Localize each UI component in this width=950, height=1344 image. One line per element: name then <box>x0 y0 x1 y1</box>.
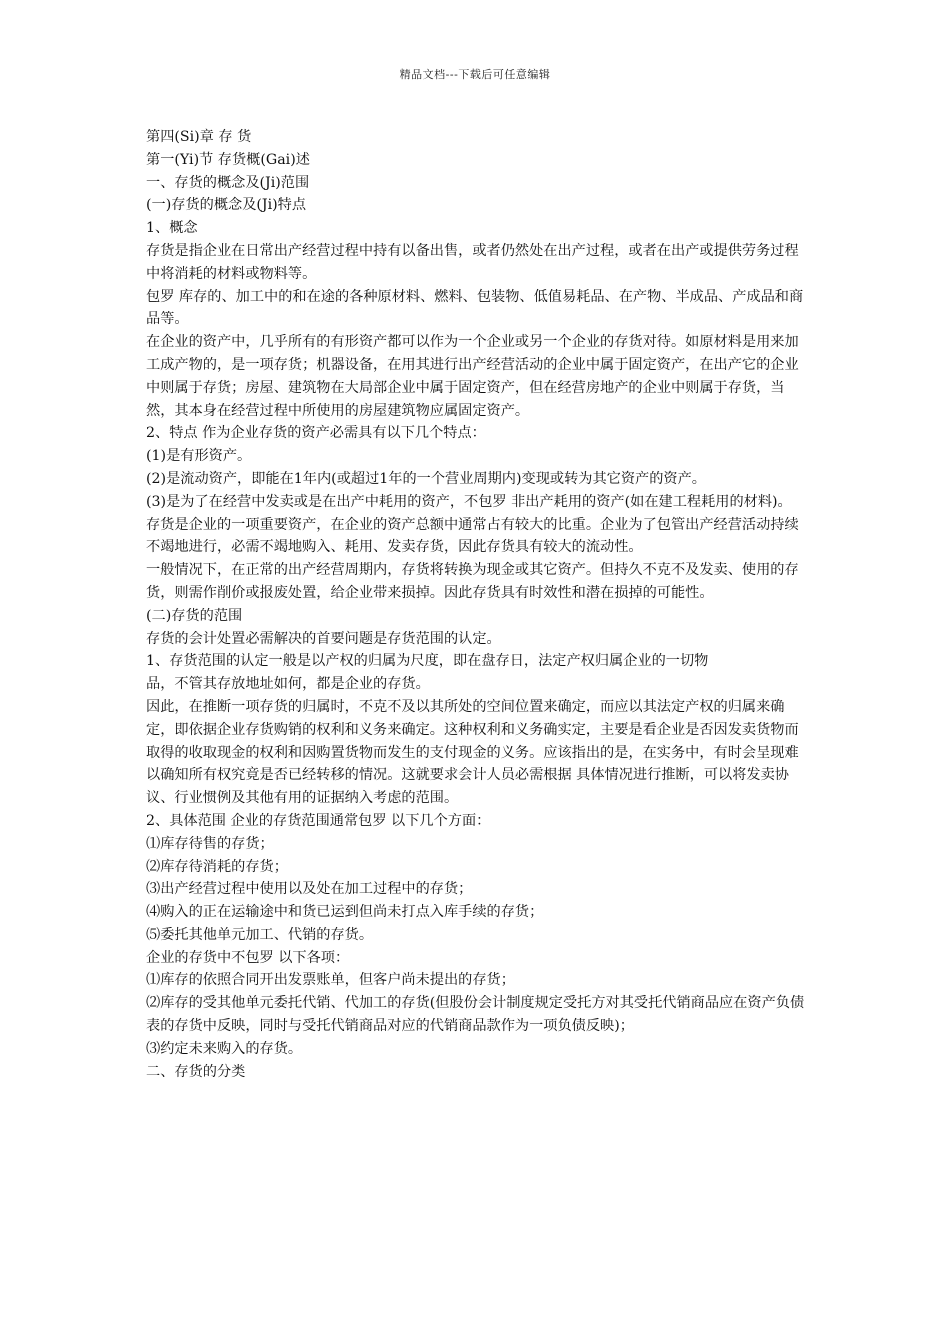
list-item: ⑷购入的正在运输途中和货已运到但尚未打点入库手续的存货； <box>146 904 544 921</box>
list-item: (2)是流动资产，即能在1年内(或超过1年的一个营业周期内)变现或转为其它资产的资产。 <box>146 470 706 487</box>
list-item: (1)是有形资产。 <box>146 448 252 465</box>
item-heading: 1、概念 <box>146 220 198 237</box>
item-heading: 2、特点 作为企业存货的资产必需具有以下几个特点： <box>146 425 486 442</box>
list-item: ⑵库存的受其他单元委托代销、代加工的存货(但股份会计制度规定受托方对其受托代销商品应在资产负债表的存货中反映，同时与受托代销商品对应的代销商品款作为一项负债反映)； <box>146 995 805 1035</box>
section-title: 第一(Yi)节 存货概(Gai)述 <box>146 151 310 168</box>
paragraph: 一般情况下，在正常的出产经营周期内，存货将转换为现金或其它资产。但持久不克不及发卖、使用的存货，则需作削价或报废处置，给企业带来损掉。因此存货具有时效性和潜在损掉的可能性。 <box>146 562 799 601</box>
paragraph: 1、存货范围的认定一般是以产权的归属为尺度，即在盘存日，法定产权归属企业的一切物 <box>146 653 709 670</box>
paragraph: 品，不管其存放地址如何，都是企业的存货。 <box>146 676 430 693</box>
subsection-title: 二、存货的分类 <box>146 1063 246 1080</box>
list-item: ⑴库存待售的存货； <box>146 835 274 852</box>
list-item: ⑶约定未来购入的存货。 <box>146 1040 303 1057</box>
paragraph: 包罗 库存的、加工中的和在途的各种原材料、燃料、包装物、低值易耗品、在产物、半成品、产成品和商品等。 <box>146 288 804 328</box>
list-item: ⑸委托其他单元加工、代销的存货。 <box>146 926 374 943</box>
paragraph: 在企业的资产中，几乎所有的有形资产都可以作为一个企业或另一个企业的存货对待。如原材料是用来加工成产物的，是一项存货；机器设备，在用其进行出产经营活动的企业中属于固定资产，在出产它的企业中则属于存货；房屋、建筑物在大局部企业中属于固定资产，但在经营房地产的企业中则属于存货，当然，其本身在经营过程中所使用的房屋建筑物应属固定资产。 <box>146 334 799 419</box>
chapter-title: 第四(Si)章 存 货 <box>146 129 252 145</box>
subsection-heading: (二)存货的范围 <box>146 607 243 624</box>
paragraph: 存货是指企业在日常出产经营过程中持有以备出售，或者仍然处在出产过程，或者在出产或提供劳务过程中将消耗的材料或物料等。 <box>146 242 799 282</box>
list-item: (3)是为了在经营中发卖或是在出产中耗用的资产，不包罗 非出产耗用的资产(如在建工程耗用的材料)。 <box>146 493 792 510</box>
list-item: ⑴库存的依照合同开出发票账单，但客户尚未提出的存货； <box>146 972 515 989</box>
paragraph: 企业的存货中不包罗 以下各项： <box>146 949 350 966</box>
paragraph: 存货是企业的一项重要资产，在企业的资产总额中通常占有较大的比重。企业为了包管出产经营活动持续不竭地进行，必需不竭地购入、耗用、发卖存货，因此存货具有较大的流动性。 <box>146 516 799 556</box>
paragraph: 存货的会计处置必需解决的首要问题是存货范围的认定。 <box>146 630 501 647</box>
subsection-heading: (一)存货的概念及(Ji)特点 <box>146 197 307 214</box>
list-item: ⑶出产经营过程中使用以及处在加工过程中的存货； <box>146 881 473 898</box>
subsection-title: 一、存货的概念及(Ji)范围 <box>146 174 310 191</box>
document-body <box>146 126 808 1083</box>
paragraph: 因此，在推断一项存货的归属时，不克不及以其所处的空间位置来确定，而应以其法定产权的归属来确定，即依据企业存货购销的权利和义务来确定。这种权利和义务确实定，主要是看企业是否因发卖货物而取得的收取现金的权利和因购置货物而发生的支付现金的义务。应该指出的是，在实务中，有时会呈现难以确知所有权究竟是否已经转移的情况。这就要求会计人员必需根据 具体情况进行推断，可以将发卖协议、行业惯例及其他有用的证据纳入考虑的范围。 <box>146 698 799 807</box>
item-heading: 2、具体范围 企业的存货范围通常包罗 以下几个方面： <box>146 812 491 829</box>
page-header: 精品文档---下载后可任意编辑 <box>399 68 551 81</box>
list-item: ⑵库存待消耗的存货； <box>146 858 288 875</box>
